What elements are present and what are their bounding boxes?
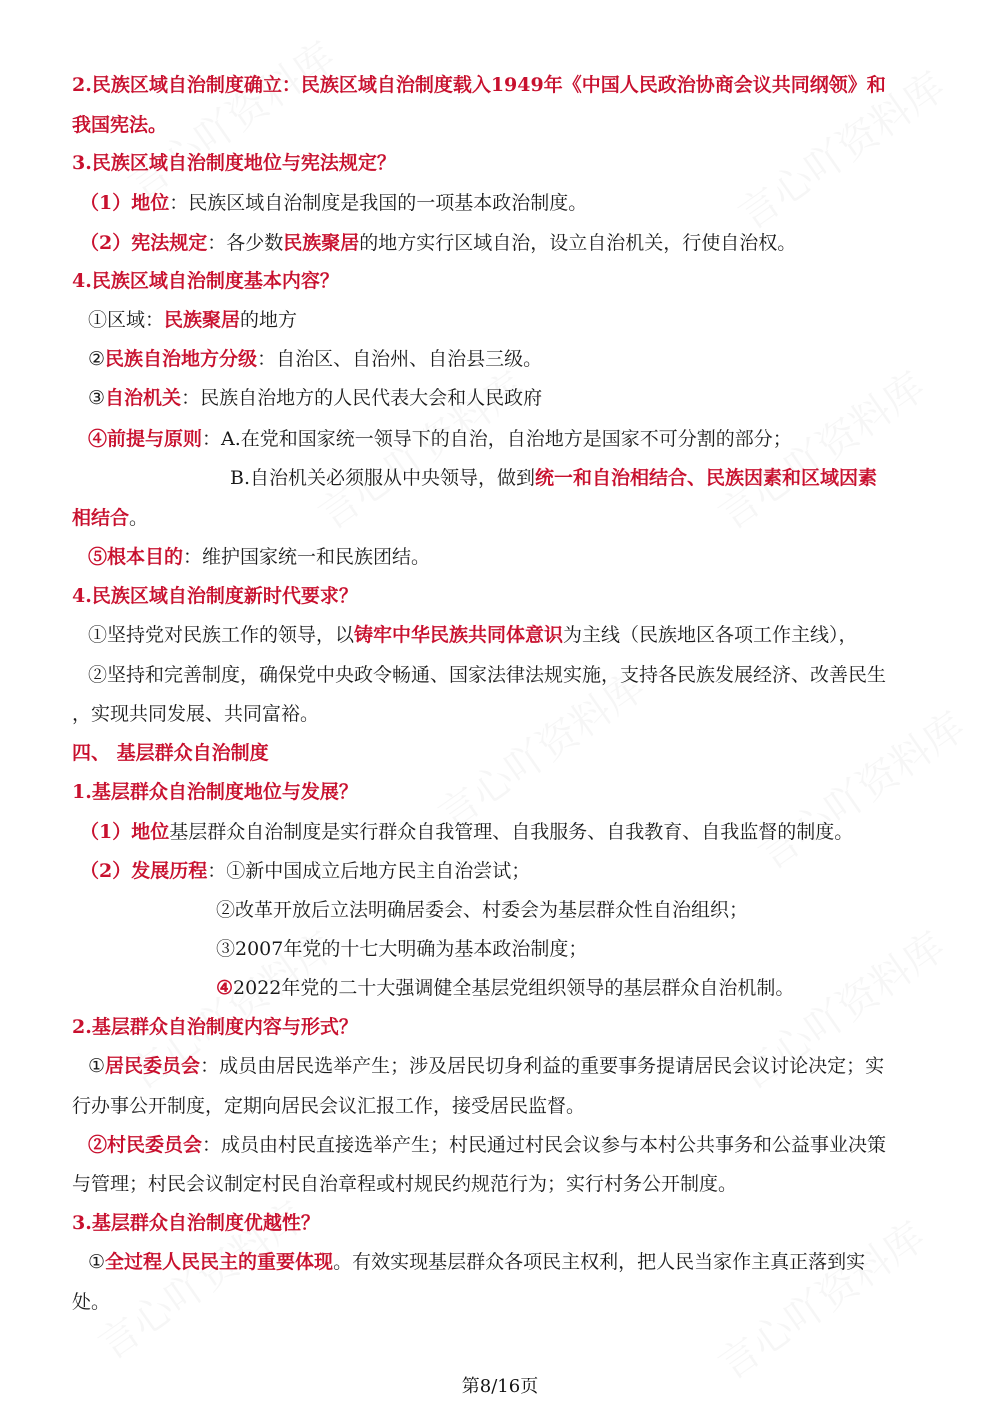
key-term: ④前提与原则 <box>88 428 203 450</box>
text-line <box>88 305 297 335</box>
text-span: ：成员由村民直接选举产生；村民通过村民会议参与本村公共事务和公益事业决策 <box>202 1134 887 1156</box>
text-span: 的地方实行区域自治，设立自治机关，行使自治权。 <box>359 232 797 254</box>
text-span: 。 <box>129 507 149 529</box>
text-span: ① <box>88 1055 106 1077</box>
section-heading: 我国宪法。 <box>72 114 168 136</box>
page-number: 第8/16页 <box>461 1376 539 1397</box>
question-heading: 2.基层群众自治制度内容与形式？ <box>72 1016 358 1038</box>
key-term: 民族聚居 <box>283 232 360 254</box>
text-line: ，实现共同发展、共同富裕。 <box>72 703 320 725</box>
key-term: （1）地位 <box>80 192 170 214</box>
text-line <box>216 973 794 1003</box>
text-span: ：A.在党和国家统一领导下的自治，自治地方是国家不可分割的部分； <box>202 428 792 450</box>
question-heading: 1.基层群众自治制度地位与发展？ <box>72 781 358 803</box>
key-term: 民族自治地方分级 <box>105 348 258 370</box>
section-heading: 2.民族区域自治制度确立：民族区域自治制度载入1949年《中国人民政治协商会议共同纲领》和 <box>72 74 886 96</box>
text-span: ：民族区域自治制度是我国的一项基本政治制度。 <box>169 192 588 214</box>
text-line <box>88 383 542 413</box>
question-heading: 3.基层群众自治制度优越性？ <box>72 1212 320 1234</box>
text-line <box>88 542 430 572</box>
text-line <box>88 1130 886 1160</box>
text-line: ②坚持和完善制度，确保党中央政令畅通、国家法律法规实施，支持各民族发展经济、改善民生 <box>88 664 887 686</box>
question-heading: 4.民族区域自治制度新时代要求？ <box>72 585 358 607</box>
key-term: （2）发展历程 <box>80 860 208 882</box>
watermark <box>705 1206 934 1390</box>
key-term: ⑤根本目的 <box>88 546 184 568</box>
section-heading: 四、 基层群众自治制度 <box>72 742 269 764</box>
text-line: 行办事公开制度，定期向居民会议汇报工作，接受居民监督。 <box>72 1095 586 1117</box>
text-line <box>72 503 148 533</box>
text-line <box>88 344 542 374</box>
text-line: ②改革开放后立法明确居委会、村委会为基层群众性自治组织； <box>216 899 749 921</box>
key-term: （2）宪法规定 <box>80 232 208 254</box>
text-span: ：各少数 <box>207 232 284 254</box>
key-term: 铸牢中华民族共同体意识 <box>354 624 564 646</box>
watermark <box>745 696 974 880</box>
text-span: B.自治机关必须服从中央领导，做到 <box>230 467 536 489</box>
text-line <box>80 856 530 886</box>
text-span: ② <box>88 348 106 370</box>
text-line <box>80 228 796 258</box>
text-span: ：①新中国成立后地方民主自治尝试； <box>207 860 531 882</box>
text-line <box>230 463 877 493</box>
text-span: 的地方 <box>240 309 298 331</box>
text-span: ：民族自治地方的人民代表大会和人民政府 <box>181 387 543 409</box>
text-line <box>88 1247 865 1277</box>
text-span: ① <box>88 1251 106 1273</box>
text-line: ③2007年党的十七大明确为基本政治制度； <box>216 938 588 960</box>
question-heading: 3.民族区域自治制度地位与宪法规定？ <box>72 152 396 174</box>
key-term: 居民委员会 <box>105 1055 201 1077</box>
key-term: 民族聚居 <box>164 309 241 331</box>
text-span: ：成员由居民选举产生；涉及居民切身利益的重要事务提请居民会议讨论决定；实 <box>200 1055 885 1077</box>
text-line: 与管理；村民会议制定村民自治章程或村规民约规范行为；实行村务公开制度。 <box>72 1173 738 1195</box>
key-term: 全过程人民民主的重要体现 <box>105 1251 334 1273</box>
text-line <box>80 188 587 218</box>
text-span: 。有效实现基层群众各项民主权利，把人民当家作主真正落到实 <box>333 1251 866 1273</box>
text-line <box>88 620 858 650</box>
key-term: 自治机关 <box>105 387 182 409</box>
text-span: ③ <box>88 387 106 409</box>
text-span: ：自治区、自治州、自治县三级。 <box>257 348 543 370</box>
text-span: 基层群众自治制度是实行群众自我管理、自我服务、自我教育、自我监督的制度。 <box>169 821 854 843</box>
key-term: （1）地位 <box>80 821 170 843</box>
text-line <box>88 1051 884 1081</box>
text-span: ①区域： <box>88 309 165 331</box>
question-heading: 4.民族区域自治制度基本内容？ <box>72 270 339 292</box>
text-span: ：维护国家统一和民族团结。 <box>183 546 431 568</box>
text-span: 2022年党的二十大强调健全基层党组织领导的基层群众自治机制。 <box>233 977 795 999</box>
key-term: 统一和自治相结合、民族因素和区域因素 <box>535 467 878 489</box>
text-line <box>80 817 853 847</box>
text-line: 处。 <box>72 1291 111 1313</box>
key-term: ④ <box>216 977 234 999</box>
key-term: ②村民委员会 <box>88 1134 203 1156</box>
key-term: 相结合 <box>72 507 130 529</box>
text-line <box>88 424 792 454</box>
text-span: 为主线（民族地区各项工作主线）， <box>563 624 858 646</box>
text-span: ①坚持党对民族工作的领导，以 <box>88 624 355 646</box>
